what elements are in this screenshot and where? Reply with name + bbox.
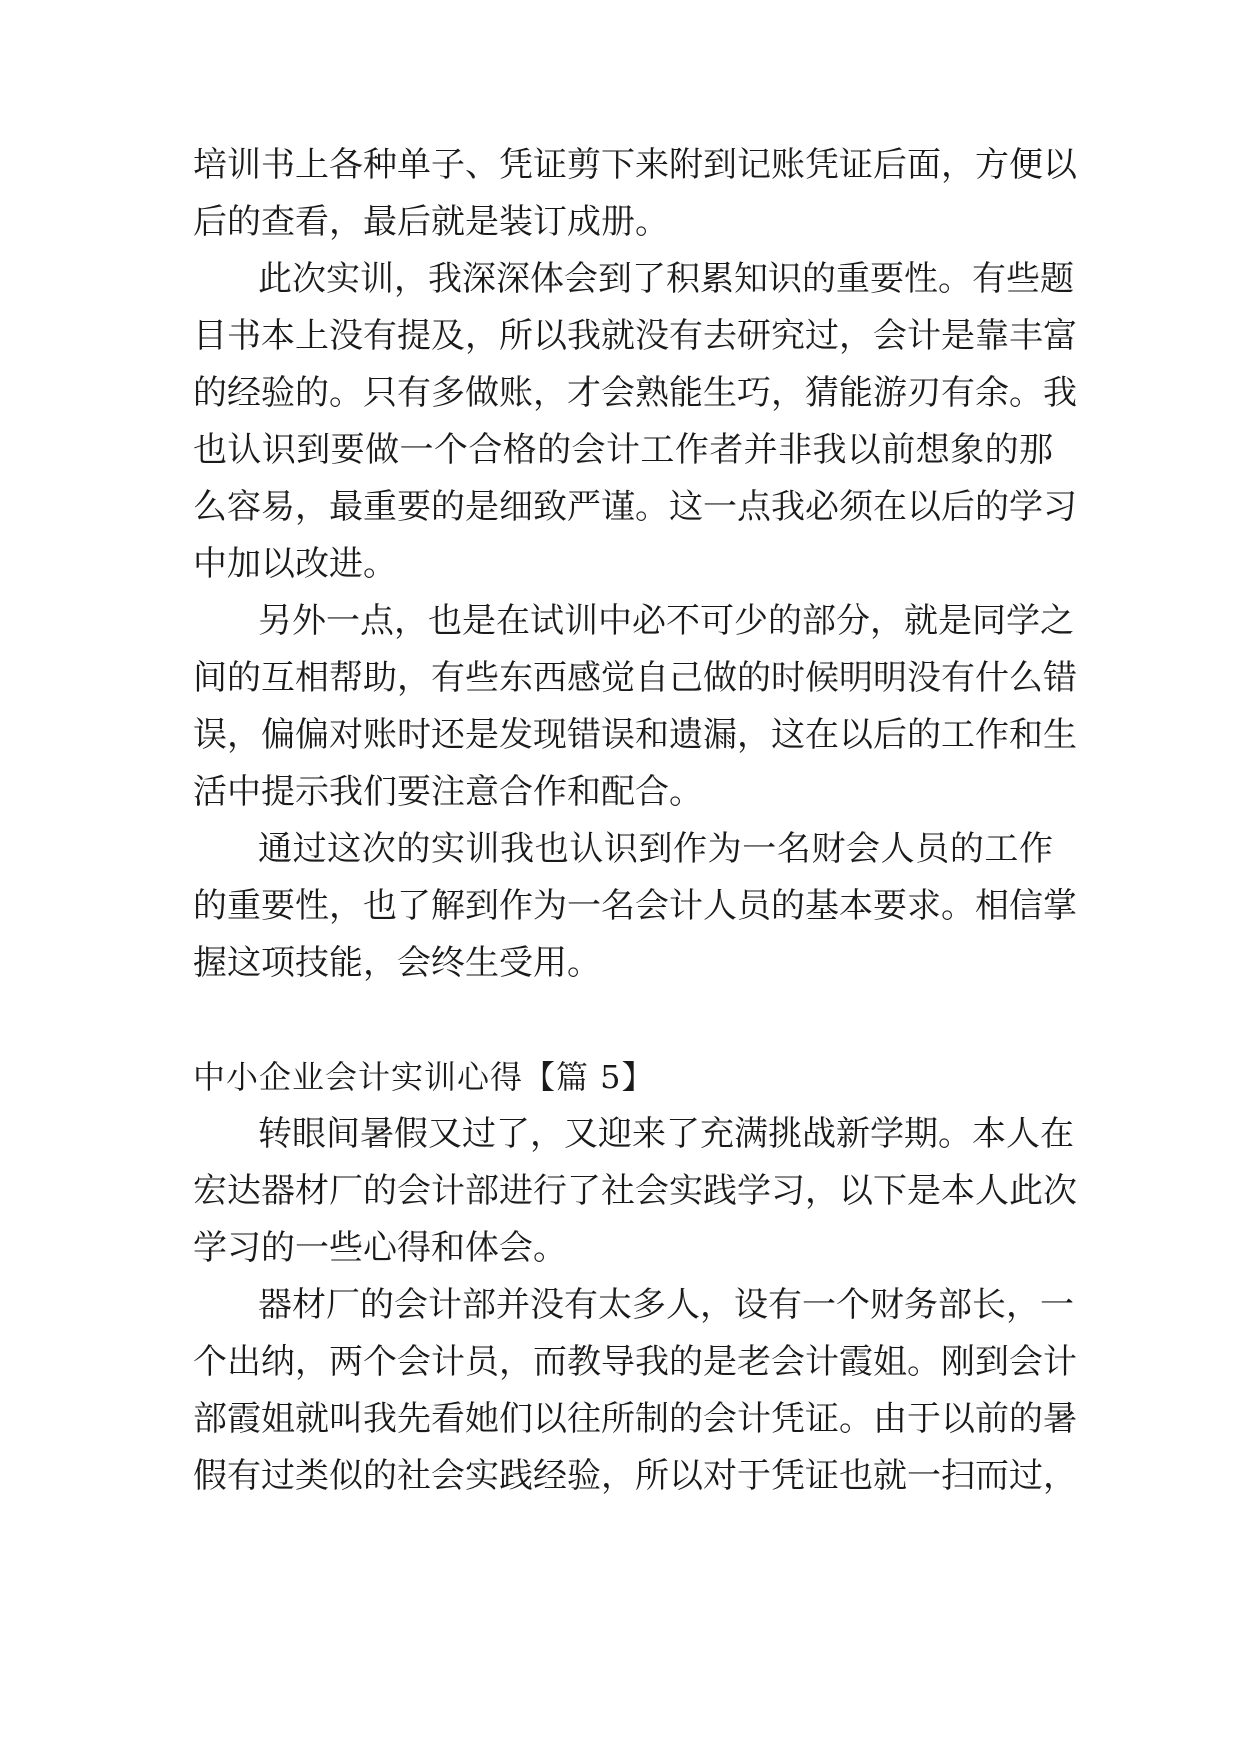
paragraph-line: 转眼间暑假又过了，又迎来了充满挑战新学期。本人在	[258, 1114, 1074, 1154]
paragraph-line: 也认识到要做一个合格的会计工作者并非我以前想象的那	[193, 430, 1053, 470]
paragraph-line: 活中提示我们要注意合作和配合。	[193, 772, 703, 812]
paragraph-line: 学习的一些心得和体会。	[193, 1228, 567, 1268]
paragraph-line: 的经验的。只有多做账，才会熟能生巧，猜能游刃有余。我	[193, 373, 1077, 413]
paragraph-line: 误，偏偏对账时还是发现错误和遗漏，这在以后的工作和生	[193, 715, 1077, 755]
paragraph-line: 目书本上没有提及，所以我就没有去研究过，会计是靠丰富	[193, 316, 1077, 356]
paragraph-line: 此次实训，我深深体会到了积累知识的重要性。有些题	[258, 259, 1074, 299]
paragraph-line: 的重要性，也了解到作为一名会计人员的基本要求。相信掌	[193, 886, 1077, 926]
section-heading: 中小企业会计实训心得【篇 5】	[193, 1058, 655, 1096]
paragraph-line: 器材厂的会计部并没有太多人，设有一个财务部长，一	[258, 1285, 1074, 1325]
paragraph-line: 假有过类似的社会实践经验，所以对于凭证也就一扫而过，	[193, 1456, 1077, 1496]
paragraph-line: 间的互相帮助，有些东西感觉自己做的时候明明没有什么错	[193, 658, 1077, 698]
paragraph-line: 握这项技能，会终生受用。	[193, 943, 601, 983]
paragraph-line: 后的查看，最后就是装订成册。	[193, 202, 669, 242]
paragraph-line: 部霞姐就叫我先看她们以往所制的会计凭证。由于以前的暑	[193, 1399, 1077, 1439]
paragraph-line: 么容易，最重要的是细致严谨。这一点我必须在以后的学习	[193, 487, 1077, 527]
paragraph-line: 中加以改进。	[193, 544, 397, 584]
paragraph-line: 宏达器材厂的会计部进行了社会实践学习，以下是本人此次	[193, 1171, 1077, 1211]
paragraph-line: 通过这次的实训我也认识到作为一名财会人员的工作	[258, 829, 1053, 869]
paragraph-line: 个出纳，两个会计员，而教导我的是老会计霞姐。刚到会计	[193, 1342, 1077, 1382]
paragraph-line: 培训书上各种单子、凭证剪下来附到记账凭证后面，方便以	[193, 145, 1077, 185]
paragraph-line: 另外一点，也是在试训中必不可少的部分，就是同学之	[258, 601, 1074, 641]
